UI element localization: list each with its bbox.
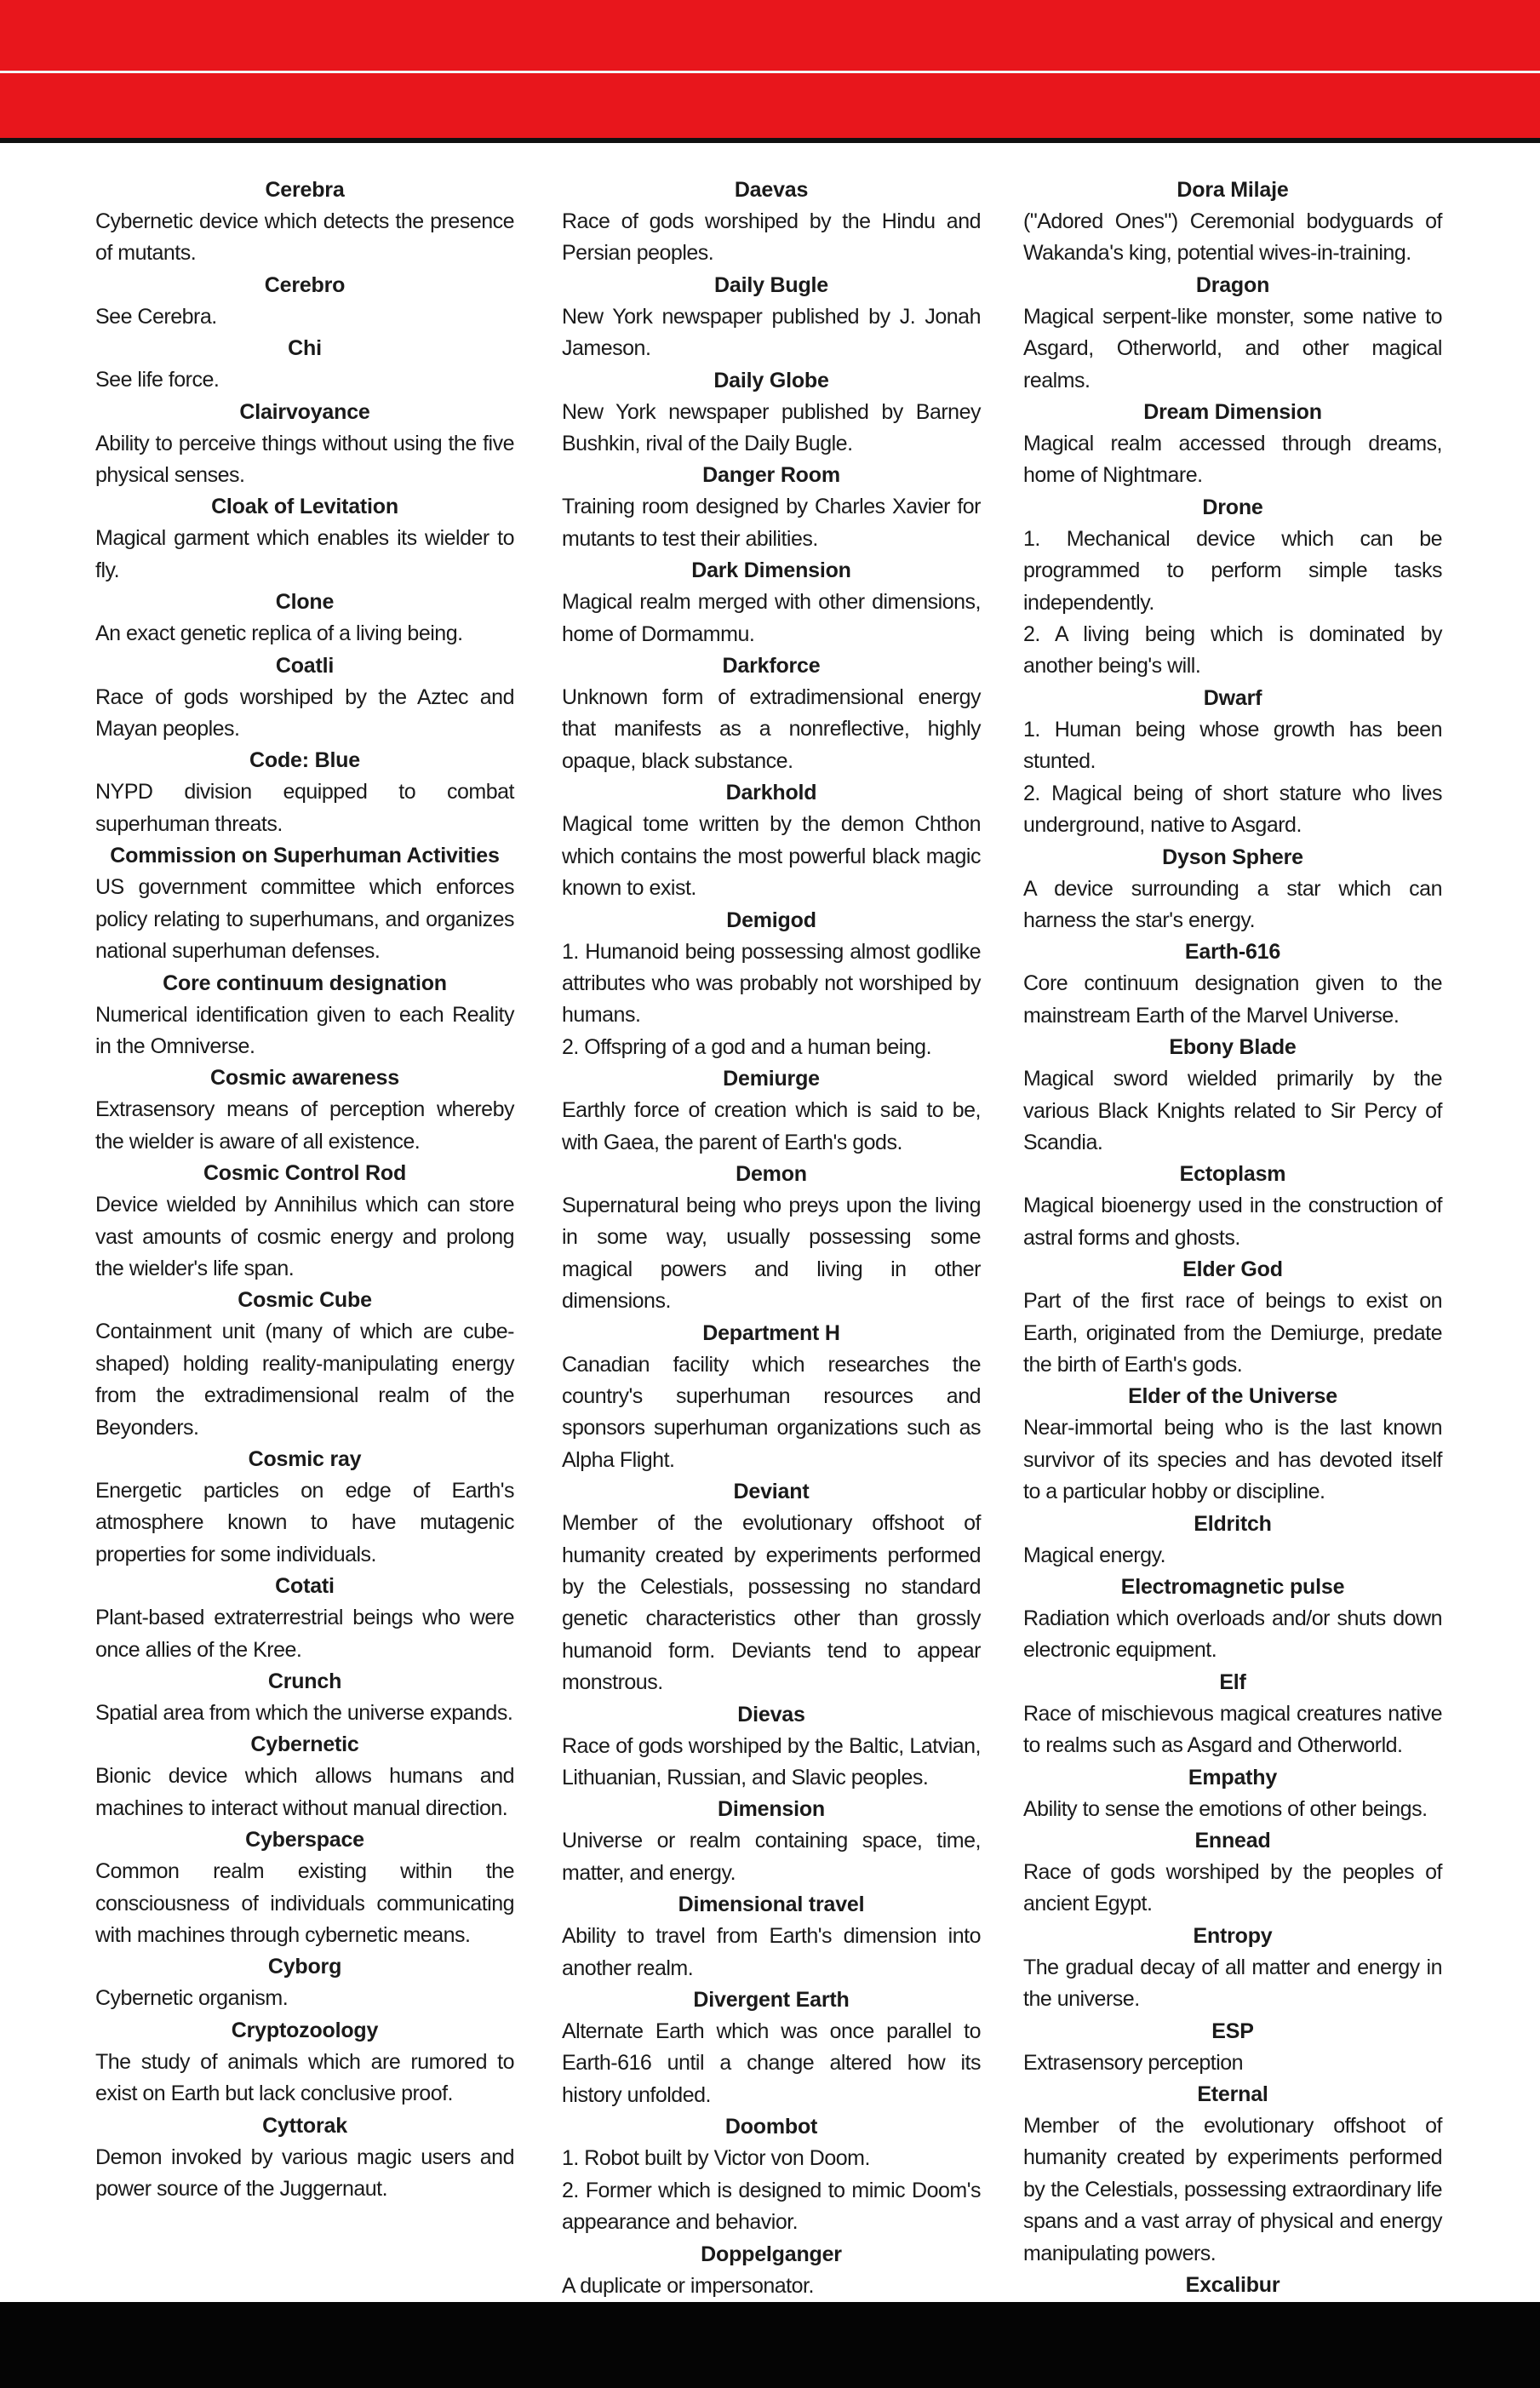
glossary-term: Cosmic ray bbox=[248, 1446, 362, 1471]
glossary-definition: Alternate Earth which was once parallel to Earth-616 until a change altered how its history unfolded. bbox=[562, 2019, 981, 2107]
glossary-term: Cloak of Levitation bbox=[211, 495, 398, 519]
glossary-entry bbox=[95, 333, 514, 396]
glossary-entry bbox=[95, 1285, 514, 1444]
glossary-definition: A duplicate or impersonator. bbox=[562, 2273, 814, 2298]
glossary-definition: Unknown form of extradimensional energy that manifests as a nonreflective, highly opaque, black substance. bbox=[562, 685, 981, 773]
glossary-entry bbox=[562, 555, 981, 650]
glossary-entry bbox=[562, 1699, 981, 1795]
glossary-definition: Race of gods worshiped by the Baltic, Latvian, Lithuanian, Russian, and Slavic peoples. bbox=[562, 1733, 981, 1790]
glossary-entry bbox=[95, 491, 514, 587]
glossary-entry bbox=[95, 968, 514, 1063]
glossary-definition: 1. Humanoid being possessing almost godlike attributes who was probably not worshiped by humans. bbox=[562, 939, 981, 1028]
glossary-entry bbox=[1023, 270, 1442, 397]
glossary-entry bbox=[1023, 2016, 1442, 2079]
glossary-definition: See Cerebra. bbox=[95, 304, 217, 329]
glossary-entry bbox=[1023, 842, 1442, 937]
glossary-entry bbox=[562, 175, 981, 270]
glossary-term: Cybernetic bbox=[250, 1732, 359, 1757]
glossary-term: Eldritch bbox=[1194, 1511, 1272, 1536]
glossary-definition: Magical serpent-like monster, some native to Asgard, Otherworld, and other magical realms. bbox=[1023, 304, 1442, 392]
glossary-definition: 1. Robot built by Victor von Doom. bbox=[562, 2146, 870, 2171]
glossary-definition: 2. Former which is designed to mimic Doom's appearance and behavior. bbox=[562, 2178, 981, 2235]
glossary-definition: Extrasensory means of perception whereby the wielder is aware of all existence. bbox=[95, 1097, 514, 1154]
glossary-entry bbox=[95, 1729, 514, 1824]
glossary-term: Ectoplasm bbox=[1179, 1162, 1286, 1187]
glossary-entry bbox=[562, 905, 981, 1064]
glossary-definition: 2. Offspring of a god and a human being. bbox=[562, 1034, 932, 1059]
glossary-term: Dark Dimension bbox=[691, 558, 851, 583]
top-banner bbox=[0, 0, 1540, 143]
glossary-term: Divergent Earth bbox=[693, 1988, 850, 2013]
glossary-term: Cosmic awareness bbox=[210, 1066, 399, 1091]
glossary-definition: Common realm existing within the consciousness of individuals communicating with machines through cybernetic means. bbox=[95, 1859, 514, 1948]
glossary-term: Demiurge bbox=[723, 1067, 820, 1091]
glossary-definition: Cybernetic organism. bbox=[95, 1986, 289, 2011]
glossary-definition: The gradual decay of all matter and energy in the universe. bbox=[1023, 1955, 1442, 2012]
glossary-term: Cyttorak bbox=[262, 2113, 347, 2138]
glossary-definition: Race of gods worshiped by the peoples of ancient Egypt. bbox=[1023, 1860, 1442, 1916]
glossary-entry bbox=[1023, 1254, 1442, 1381]
glossary-term: Deviant bbox=[733, 1480, 810, 1504]
glossary-definition: Ability to sense the emotions of other beings. bbox=[1023, 1796, 1428, 1821]
glossary-term: Clone bbox=[275, 590, 335, 615]
glossary-definition: Ability to perceive things without using the five physical senses. bbox=[95, 431, 514, 488]
glossary-term: Code: Blue bbox=[249, 748, 360, 773]
glossary-entry bbox=[95, 1951, 514, 2014]
glossary-definition: 2. Magical being of short stature who lives underground, native to Asgard. bbox=[1023, 781, 1442, 838]
glossary-definition: ("Adored Ones") Ceremonial bodyguards of Wakanda's king, potential wives-in-training. bbox=[1023, 209, 1442, 266]
glossary-entry bbox=[1023, 1509, 1442, 1572]
glossary-term: Crunch bbox=[267, 1669, 342, 1693]
glossary-definition: Magical energy. bbox=[1023, 1543, 1166, 1567]
glossary-term: ESP bbox=[1211, 2019, 1254, 2043]
banner-stripe bbox=[0, 71, 1540, 73]
glossary-term: Department H bbox=[702, 1320, 840, 1345]
glossary-term: Dragon bbox=[1195, 272, 1270, 297]
glossary-term: Dwarf bbox=[1203, 685, 1262, 710]
glossary-entry bbox=[562, 1889, 981, 1984]
glossary-definition: Magical sword wielded primarily by the various Black Knights related to Sir Percy of Scandia. bbox=[1023, 1067, 1442, 1154]
glossary-entry bbox=[562, 650, 981, 777]
glossary-column-3 bbox=[1023, 175, 1442, 2298]
glossary-definition: Core continuum designation given to the mainstream Earth of the Marvel Universe. bbox=[1023, 971, 1442, 1028]
glossary-entry bbox=[95, 1158, 514, 1285]
glossary-definition: Magical realm merged with other dimensions, home of Dormammu. bbox=[562, 590, 981, 646]
glossary-term: Demigod bbox=[726, 908, 816, 932]
glossary-entry bbox=[1023, 397, 1442, 492]
glossary-term: Darkforce bbox=[722, 654, 821, 679]
glossary-term: Core continuum designation bbox=[163, 971, 447, 995]
glossary-term: Darkhold bbox=[725, 781, 817, 805]
glossary-definition: 1. Human being whose growth has been stunted. bbox=[1023, 717, 1442, 774]
glossary-definition: Race of gods worshiped by the Hindu and Persian peoples. bbox=[562, 209, 981, 266]
glossary-entry bbox=[95, 1824, 514, 1951]
glossary-entry bbox=[95, 397, 514, 492]
glossary-term: Doombot bbox=[724, 2115, 818, 2139]
glossary-entry bbox=[562, 365, 981, 461]
glossary-term: Clairvoyance bbox=[239, 399, 370, 424]
glossary-definition: Ability to travel from Earth's dimension into another realm. bbox=[562, 1924, 981, 1980]
glossary-definition: Member of the evolutionary offshoot of humanity created by experiments performed by the Celestials, possessing no standard genetic characteristics other than grossly humanoid form. Deviants tend to appear monstrous. bbox=[562, 1511, 981, 1695]
glossary-entry bbox=[95, 2110, 514, 2206]
glossary-entry bbox=[95, 1666, 514, 1729]
glossary-term: Elder of the Universe bbox=[1128, 1384, 1337, 1409]
glossary-term: Drone bbox=[1202, 495, 1263, 519]
glossary-entry bbox=[95, 650, 514, 746]
glossary-entry bbox=[95, 840, 514, 967]
glossary-term: Daily Bugle bbox=[714, 272, 828, 297]
glossary-definition: Near-immortal being who is the last known survivor of its species and has devoted itself to a particular hobby or discipline. bbox=[1023, 1416, 1442, 1504]
glossary-definition: Bionic device which allows humans and machines to interact without manual direction. bbox=[95, 1764, 514, 1820]
glossary-definition: Canadian facility which researches the country's superhuman resources and sponsors superhuman organizations such as Alpha Flight. bbox=[562, 1352, 981, 1472]
glossary-entry bbox=[1023, 1825, 1442, 1921]
glossary-term: Dora Milaje bbox=[1176, 178, 1289, 202]
glossary-term: Demon bbox=[736, 1161, 807, 1186]
glossary-definition: Supernatural being who preys upon the living in some way, usually possessing some magical powers and living in other dimensions. bbox=[562, 1193, 981, 1314]
glossary-term: Cryptozoology bbox=[231, 2018, 379, 2042]
glossary-entry bbox=[562, 1159, 981, 1318]
glossary-term: Eternal bbox=[1197, 2082, 1268, 2107]
glossary-definition: Device wielded by Annihilus which can store vast amounts of cosmic energy and prolong the wielder's life span. bbox=[95, 1193, 514, 1280]
glossary-term: Excalibur bbox=[1185, 2273, 1280, 2298]
glossary-entry bbox=[1023, 936, 1442, 1032]
glossary-definition: Member of the evolutionary offshoot of humanity created by experiments performed by the Celestials, possessing extraordinary life spans and a vast array of physical and energy manipulating powers. bbox=[1023, 2114, 1442, 2265]
glossary-entry bbox=[1023, 175, 1442, 270]
glossary-definition: Magical bioenergy used in the construction of astral forms and ghosts. bbox=[1023, 1194, 1442, 1250]
glossary-entry bbox=[1023, 1381, 1442, 1508]
glossary-entry bbox=[1023, 2079, 1442, 2270]
glossary-term: Dimensional travel bbox=[678, 1893, 865, 1917]
glossary-term: Entropy bbox=[1193, 1923, 1273, 1948]
glossary-term: Cerebra bbox=[265, 178, 345, 202]
glossary-definition: The study of animals which are rumored to exist on Earth but lack conclusive proof. bbox=[95, 2049, 514, 2106]
glossary-definition: Energetic particles on edge of Earth's atmosphere known to have mutagenic properties for some individuals. bbox=[95, 1478, 514, 1566]
glossary-definition: Radiation which overloads and/or shuts down electronic equipment. bbox=[1023, 1606, 1442, 1663]
glossary-entry bbox=[95, 745, 514, 840]
glossary-entry bbox=[1023, 1159, 1442, 1254]
glossary-term: Commission on Superhuman Activities bbox=[110, 844, 500, 868]
bottom-band bbox=[0, 2302, 1540, 2388]
glossary-column-1 bbox=[95, 175, 514, 2277]
glossary-term: Cyborg bbox=[267, 1955, 342, 1979]
glossary-term: Cosmic Cube bbox=[238, 1288, 372, 1313]
glossary-entry bbox=[1023, 492, 1442, 683]
glossary-term: Daily Globe bbox=[713, 368, 829, 392]
glossary-definition: A device surrounding a star which can harness the star's energy. bbox=[1023, 876, 1442, 932]
glossary-definition: US government committee which enforces policy relating to superhumans, and organizes national superhuman defenses. bbox=[95, 875, 514, 964]
glossary-entry bbox=[562, 1063, 981, 1159]
glossary-entry bbox=[95, 1062, 514, 1158]
glossary-term: Earth-616 bbox=[1184, 940, 1281, 965]
glossary-definition: Magical tome written by the demon Chthon which contains the most powerful black magic known to exist. bbox=[562, 812, 981, 901]
glossary-definition: Extrasensory perception bbox=[1023, 2050, 1244, 2075]
banner-rule bbox=[0, 138, 1540, 143]
glossary-definition: 2. A living being which is dominated by another being's will. bbox=[1023, 622, 1442, 679]
glossary-term: Daevas bbox=[734, 178, 809, 202]
glossary-entry bbox=[1023, 1032, 1442, 1159]
glossary-definition: An exact genetic replica of a living being. bbox=[95, 621, 463, 646]
glossary-entry bbox=[95, 1444, 514, 1571]
glossary-entry bbox=[562, 1984, 981, 2111]
glossary-term: Cosmic Control Rod bbox=[203, 1161, 407, 1186]
glossary-entry bbox=[562, 460, 981, 555]
glossary-definition: Magical realm accessed through dreams, home of Nightmare. bbox=[1023, 432, 1442, 488]
glossary-term: Coatli bbox=[275, 653, 335, 678]
glossary-definition: New York newspaper published by J. Jonah Jameson. bbox=[562, 304, 981, 361]
glossary-definition: NYPD division equipped to combat superhuman threats. bbox=[95, 780, 514, 836]
glossary-columns bbox=[95, 175, 1449, 2298]
glossary-term: Dyson Sphere bbox=[1162, 845, 1303, 869]
glossary-term: Cerebro bbox=[264, 272, 346, 297]
glossary-definition: See life force. bbox=[95, 368, 220, 392]
glossary-term: Cyberspace bbox=[245, 1828, 364, 1853]
glossary-entry bbox=[95, 2015, 514, 2110]
glossary-column-2 bbox=[562, 175, 981, 2298]
glossary-entry bbox=[95, 1571, 514, 1666]
glossary-term: Dimension bbox=[718, 1797, 825, 1822]
glossary-term: Chi bbox=[288, 336, 322, 361]
glossary-term: Danger Room bbox=[702, 463, 840, 488]
glossary-definition: Plant-based extraterrestrial beings who were once allies of the Kree. bbox=[95, 1606, 514, 1662]
glossary-term: Elder God bbox=[1182, 1257, 1283, 1282]
glossary-definition: Training room designed by Charles Xavier for mutants to test their abilities. bbox=[562, 495, 981, 551]
glossary-entry bbox=[562, 2111, 981, 2238]
glossary-definition: 1. Mechanical device which can be programmed to perform simple tasks independently. bbox=[1023, 526, 1442, 615]
glossary-definition: Race of gods worshiped by the Aztec and Mayan peoples. bbox=[95, 684, 514, 742]
glossary-term: Ebony Blade bbox=[1169, 1035, 1297, 1060]
glossary-entry bbox=[95, 270, 514, 333]
glossary-term: Electromagnetic pulse bbox=[1120, 1575, 1345, 1599]
glossary-entry bbox=[562, 1476, 981, 1698]
glossary-entry bbox=[562, 777, 981, 904]
glossary-definition: Cybernetic device which detects the presence of mutants. bbox=[95, 209, 514, 266]
glossary-entry bbox=[562, 2239, 981, 2302]
glossary-definition: Demon invoked by various magic users and power source of the Juggernaut. bbox=[95, 2145, 514, 2202]
glossary-definition: Race of mischievous magical creatures native to realms such as Asgard and Otherworld. bbox=[1023, 1701, 1442, 1758]
glossary-term: Elf bbox=[1219, 1669, 1246, 1694]
glossary-term: Cotati bbox=[275, 1574, 335, 1599]
glossary-entry bbox=[1023, 1572, 1442, 1667]
glossary-entry bbox=[562, 1318, 981, 1477]
glossary-term: Dievas bbox=[737, 1702, 805, 1727]
glossary-definition: Magical garment which enables its wielder to fly. bbox=[95, 526, 514, 582]
glossary-definition: Earthly force of creation which is said to be, with Gaea, the parent of Earth's gods. bbox=[562, 1098, 981, 1154]
glossary-entry bbox=[1023, 683, 1442, 842]
glossary-entry bbox=[1023, 1921, 1442, 2016]
glossary-definition: New York newspaper published by Barney Bushkin, rival of the Daily Bugle. bbox=[562, 399, 981, 456]
glossary-entry bbox=[562, 1794, 981, 1889]
glossary-entry bbox=[1023, 1667, 1442, 1762]
glossary-entry bbox=[1023, 1762, 1442, 1825]
glossary-definition: Numerical identification given to each Reality in the Omniverse. bbox=[95, 1002, 514, 1058]
glossary-term: Doppelganger bbox=[701, 2242, 842, 2266]
glossary-entry bbox=[95, 587, 514, 650]
glossary-entry bbox=[562, 270, 981, 365]
glossary-definition: Containment unit (many of which are cube-shaped) holding reality-manipulating energy from the extradimensional realm of the Beyonders. bbox=[95, 1320, 514, 1440]
glossary-definition: Spatial area from which the universe expands. bbox=[95, 1701, 513, 1725]
glossary-definition: Universe or realm containing space, time, matter, and energy. bbox=[562, 1829, 981, 1885]
glossary-term: Dream Dimension bbox=[1143, 400, 1322, 425]
glossary-term: Empathy bbox=[1188, 1765, 1278, 1790]
glossary-definition: Part of the first race of beings to exist on Earth, originated from the Demiurge, predate the birth of Earth's gods. bbox=[1023, 1289, 1442, 1377]
glossary-term: Ennead bbox=[1194, 1829, 1271, 1853]
glossary-entry bbox=[95, 175, 514, 270]
